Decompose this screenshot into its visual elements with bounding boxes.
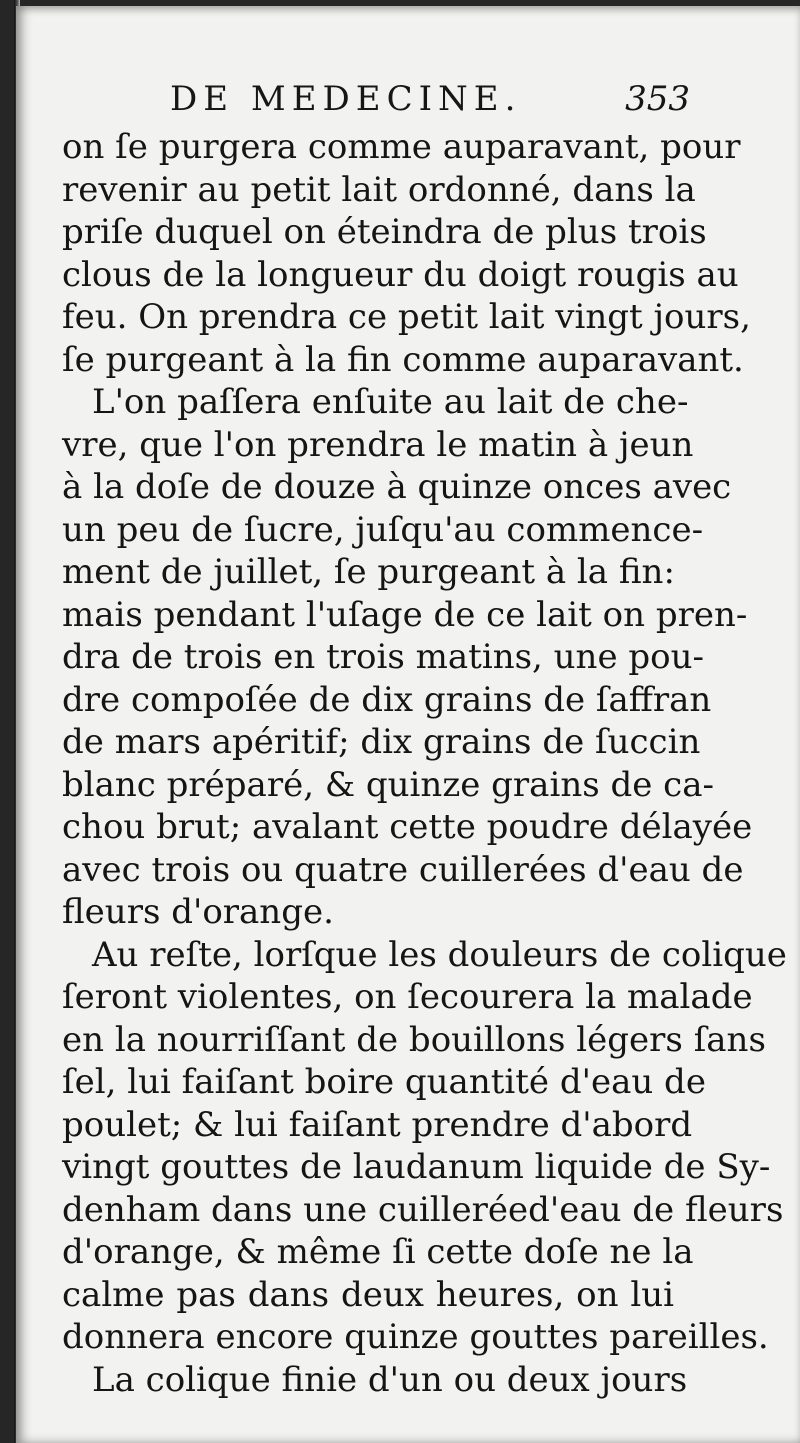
paragraph-start-line: La colique finie d'un ou deux jours	[92, 1359, 688, 1400]
text-line: vingt gouttes de laudanum liquide de Sy-	[62, 1147, 771, 1187]
text-line: dre compoſée de dix grains de ſaffran	[62, 679, 712, 720]
text-line: dra de trois en trois matins, une pou-	[62, 637, 704, 677]
page-number: 353	[625, 79, 690, 119]
text-line: revenir au petit lait ordonné, dans la	[62, 169, 696, 210]
text-line: clous de la longueur du doigt rougis au	[62, 254, 739, 295]
paragraph-end-line: donnera encore quinze gouttes pareilles.	[62, 1317, 769, 1357]
text-line: mais pendant l'uſage de ce lait on pren-	[62, 594, 748, 635]
text-line: feu. On prendra ce petit lait vingt jours,	[62, 297, 751, 337]
text-line: à la doſe de douze à quinze onces avec	[62, 467, 732, 507]
text-line: ſel, lui faiſant boire quantité d'eau de	[62, 1062, 706, 1102]
paragraph-start-line: L'on paſſera enſuite au lait de che-	[92, 382, 689, 422]
paragraph-end-line: fleurs d'orange.	[62, 892, 334, 932]
text-line: vre, que l'on prendra le matin à jeun	[62, 424, 694, 465]
text-line: priſe duquel on éteindra de plus trois	[62, 212, 707, 252]
running-title: DE MEDECINE.	[170, 79, 522, 119]
text-line: avec trois ou quatre cuillerées d'eau de	[62, 849, 744, 890]
text-line: poulet; & lui faiſant prendre d'abord	[62, 1104, 693, 1145]
text-line: on ſe purgera comme auparavant, pour	[62, 127, 741, 167]
page-header	[170, 74, 690, 124]
text-line: de mars apéritif; dix grains de ſuccin	[62, 722, 701, 762]
text-line: denham dans une cuilleréed'eau de fleurs	[62, 1189, 784, 1230]
body-text	[62, 126, 787, 1401]
text-line: blanc préparé, & quinze grains de ca-	[62, 764, 714, 805]
text-line: calme pas dans deux heures, on lui	[62, 1274, 674, 1315]
text-line: en la nourriſſant de bouillons légers ſans	[62, 1019, 766, 1060]
text-line: ſe purgeant à la fin comme auparavant.	[62, 339, 744, 380]
text-line: d'orange, & même ſi cette doſe ne la	[62, 1232, 694, 1272]
paragraph-start-line: Au reſte, lorſque les douleurs de colique	[92, 934, 787, 975]
text-line: un peu de ſucre, juſqu'au commence-	[62, 509, 704, 550]
text-line: ment de juillet, ſe purgeant à la fin:	[62, 552, 675, 592]
text-line: chou brut; avalant cette poudre délayée	[62, 807, 753, 847]
text-line: ſeront violentes, on ſecourera la malade	[62, 977, 753, 1017]
